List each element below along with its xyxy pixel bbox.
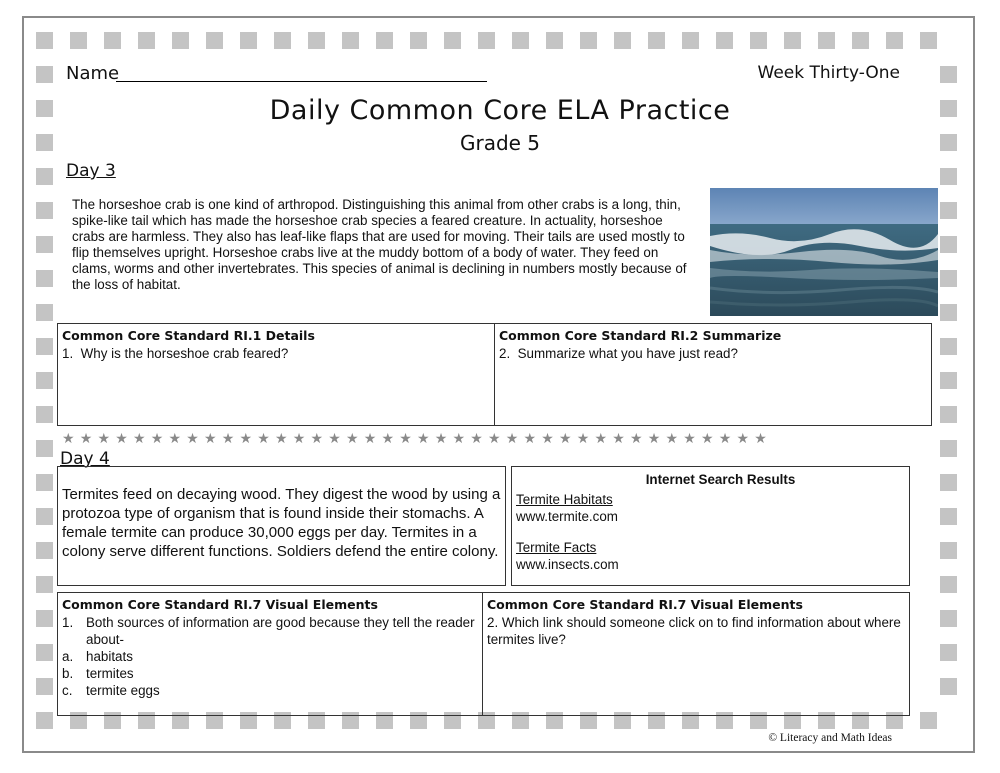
standard-title: Common Core Standard RI.2 Summarize <box>499 328 782 343</box>
border-square <box>36 440 53 457</box>
border-square <box>750 32 767 49</box>
border-square <box>36 542 53 559</box>
question-text: Both sources of information are good because they tell the reader about- <box>86 615 475 647</box>
border-square <box>172 32 189 49</box>
result-link-termite-facts[interactable]: Termite Facts <box>516 540 597 555</box>
border-square <box>940 576 957 593</box>
border-square <box>410 32 427 49</box>
border-square <box>36 236 53 253</box>
border-square <box>940 372 957 389</box>
border-square <box>886 32 903 49</box>
border-square <box>940 508 957 525</box>
day4-question1-box[interactable] <box>57 592 483 716</box>
search-results-heading: Internet Search Results <box>645 472 796 487</box>
border-square <box>940 644 957 661</box>
day3-question1-box[interactable] <box>57 323 495 426</box>
border-square <box>36 474 53 491</box>
border-square <box>940 66 957 83</box>
day4-question2-box[interactable] <box>482 592 910 716</box>
border-square <box>444 32 461 49</box>
answer-option[interactable]: c. termite eggs <box>62 683 160 698</box>
border-square <box>716 32 733 49</box>
question-text: Why is the horseshoe crab feared? <box>80 346 289 361</box>
result-url: www.insects.com <box>516 556 619 572</box>
page-title: Daily Common Core ELA Practice <box>269 95 731 126</box>
border-square <box>546 32 563 49</box>
border-square <box>940 678 957 695</box>
border-square <box>36 508 53 525</box>
border-square <box>342 32 359 49</box>
border-square <box>648 32 665 49</box>
border-square <box>940 168 957 185</box>
day3-label: Day 3 <box>66 161 116 181</box>
day3-question2-box[interactable] <box>494 323 932 426</box>
border-square <box>206 32 223 49</box>
border-square <box>580 32 597 49</box>
border-square <box>940 270 957 287</box>
border-square <box>36 678 53 695</box>
border-square <box>274 32 291 49</box>
day4-label: Day 4 <box>60 449 110 469</box>
ocean-waves-image <box>710 188 938 316</box>
day4-passage-box <box>57 466 506 586</box>
border-square <box>512 32 529 49</box>
day4-passage: Termites feed on decaying wood. They digest the wood by using a protozoa type of organism that is found inside their stomachs. A female termite can produce 30,000 eggs per day. Termites in a colony serve different functions. Soldiers defend the entire colony. <box>62 486 501 560</box>
border-square <box>36 610 53 627</box>
border-square <box>818 32 835 49</box>
star-divider <box>62 430 922 447</box>
border-square <box>940 542 957 559</box>
name-label: Name <box>66 63 120 84</box>
border-square <box>614 32 631 49</box>
border-square <box>920 712 937 729</box>
border-square <box>36 576 53 593</box>
border-square <box>940 236 957 253</box>
border-square <box>852 32 869 49</box>
border-square <box>940 440 957 457</box>
border-square <box>36 712 53 729</box>
border-square <box>940 610 957 627</box>
border-square <box>36 202 53 219</box>
border-square <box>940 202 957 219</box>
standard-title: Common Core Standard RI.1 Details <box>62 328 315 343</box>
search-results-box <box>511 466 910 586</box>
border-square <box>36 32 53 49</box>
question-number: 1. <box>62 615 74 630</box>
border-square <box>308 32 325 49</box>
border-square <box>138 32 155 49</box>
question-text: Summarize what you have just read? <box>517 346 738 361</box>
border-square <box>104 32 121 49</box>
question-number: 2. <box>499 346 511 361</box>
name-blank-line[interactable] <box>116 81 487 82</box>
standard-title: Common Core Standard RI.7 Visual Elements <box>487 597 803 612</box>
question-number: 1. <box>62 346 74 361</box>
border-square <box>940 338 957 355</box>
border-square <box>36 338 53 355</box>
border-square <box>240 32 257 49</box>
border-square <box>70 32 87 49</box>
border-square <box>784 32 801 49</box>
copyright: © Literacy and Math Ideas <box>768 732 892 744</box>
answer-option[interactable]: b. termites <box>62 666 134 681</box>
star-icon: ★★★★★★★★★★★★★★★★★★★★★★★★★★★★★★★★★★★★★★★★ <box>62 430 773 446</box>
border-square <box>478 32 495 49</box>
week-label: Week Thirty-One <box>757 63 900 83</box>
border-square <box>920 32 937 49</box>
grade-label: Grade 5 <box>459 131 541 155</box>
border-square <box>36 304 53 321</box>
border-square <box>376 32 393 49</box>
question-text: 2. Which link should someone click on to find information about where termites live? <box>487 615 901 647</box>
standard-title: Common Core Standard RI.7 Visual Elements <box>62 597 378 612</box>
border-square <box>940 304 957 321</box>
border-square <box>36 372 53 389</box>
border-square <box>36 168 53 185</box>
answer-option[interactable]: a. habitats <box>62 649 133 664</box>
border-square <box>940 406 957 423</box>
result-url: www.termite.com <box>516 508 618 524</box>
border-square <box>940 474 957 491</box>
result-link-termite-habitats[interactable]: Termite Habitats <box>516 492 613 507</box>
border-square <box>36 406 53 423</box>
border-square <box>36 270 53 287</box>
border-square <box>36 644 53 661</box>
day3-passage: The horseshoe crab is one kind of arthropod. Distinguishing this animal from other crabs is a long, thin, spike-like tail which has made the horseshoe crab species a feared creature. In actuality, horseshoe crabs are harmless. They also has leaf-like flaps that are used for moving. Their tails are used mostly to flip themselves upright. Horseshoe crabs live at the muddy bottom of a body of water. They feed on clams, worms and other invertebrates. This species of animal is declining in numbers mostly because of the loss of habitat. <box>72 197 687 292</box>
border-square <box>36 66 53 83</box>
border-square <box>682 32 699 49</box>
